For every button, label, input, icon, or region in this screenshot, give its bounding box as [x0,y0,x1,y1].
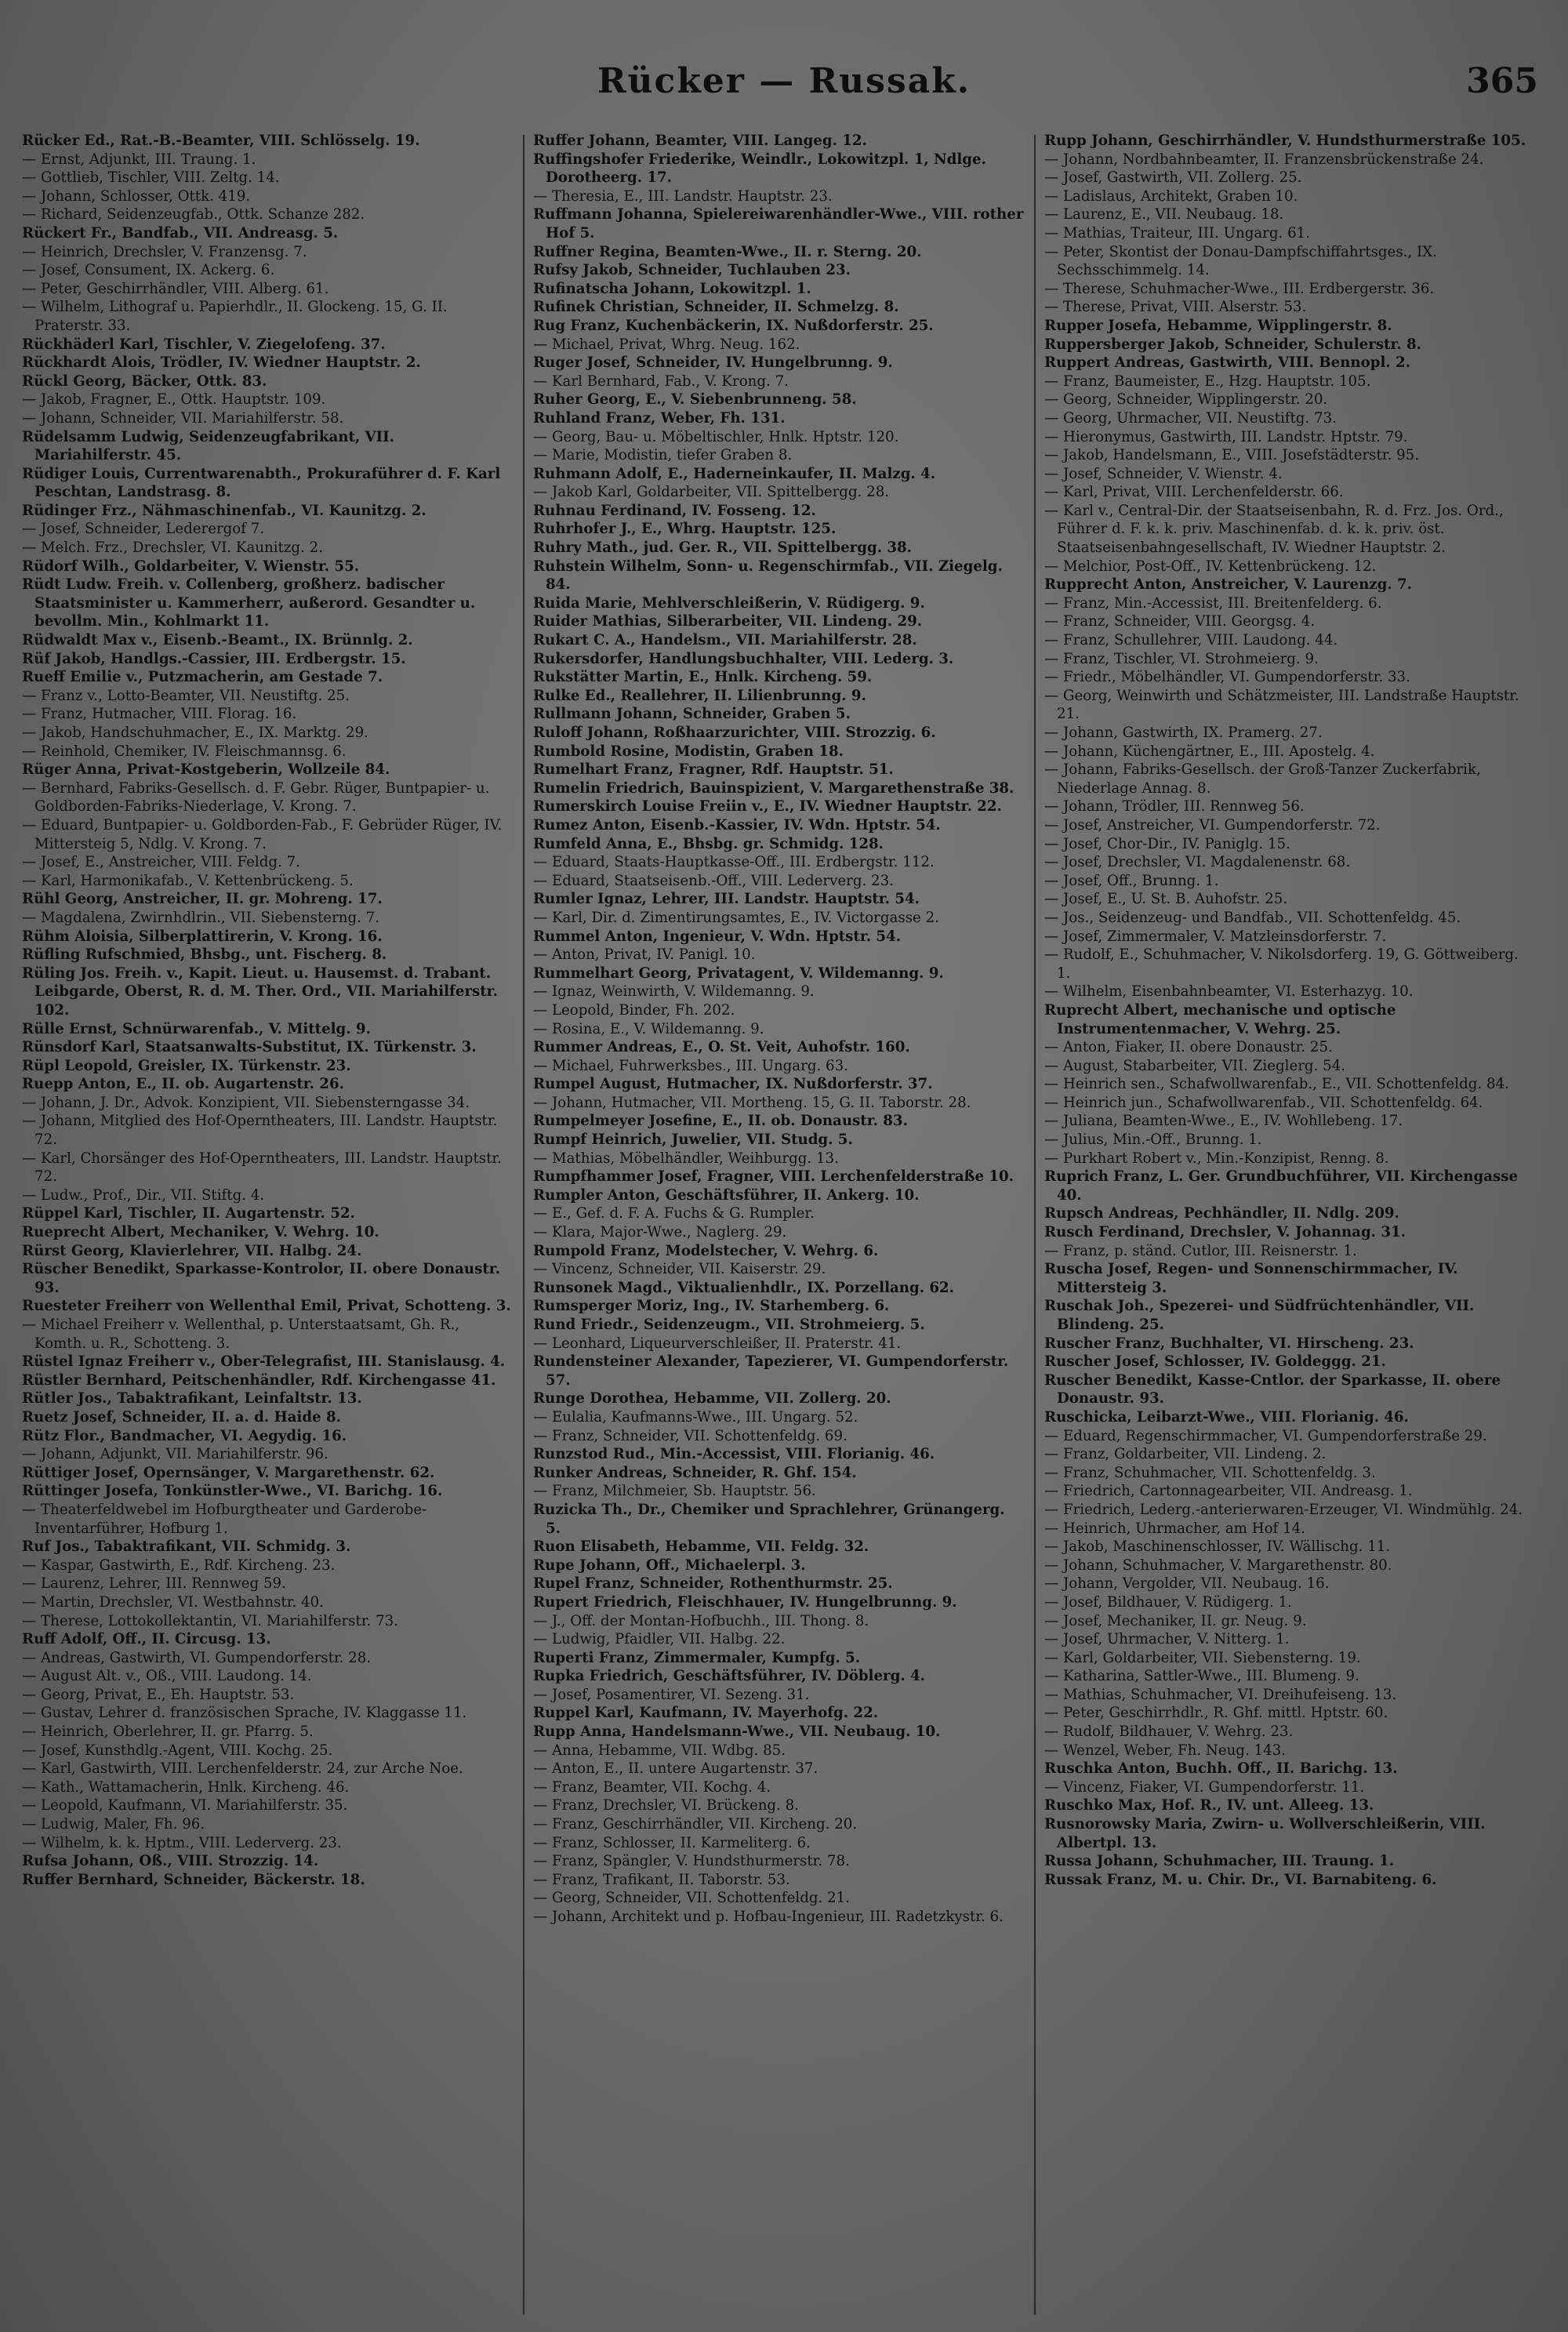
directory-entry: Ruhnau Ferdinand, IV. Fosseng. 12. [533,502,816,519]
directory-entry: Ruschak Joh., Spezerei- und Südfrüchtenhändler, VII. Blindeng. 25. [1044,1298,1475,1333]
directory-entry: — Wenzel, Weber, Fh. Neug. 143. [1044,1742,1287,1759]
directory-entry: — Reinhold, Chemiker, IV. Fleischmannsg. 6. [22,743,347,760]
directory-entry: — Vincenz, Fiaker, VI. Gumpendorferstr. 11. [1044,1778,1365,1796]
directory-entry: Rummelhart Georg, Privatagent, V. Wildemanng. 9. [533,964,944,982]
directory-entry: — Peter, Geschirrhdlr., R. Ghf. mittl. Hptstr. 60. [1044,1705,1388,1722]
directory-entry: Ruider Mathias, Silberarbeiter, VII. Lindeng. 29. [533,613,923,630]
directory-entry: — Michael Freiherr v. Wellenthal, p. Unterstaatsamt, Gh. R., Komth. u. R., Schotteng. 3. [22,1317,460,1352]
directory-entry: Rürst Georg, Klavierlehrer, VII. Halbg. 24. [22,1242,362,1259]
directory-entry: — Franz, Milchmeier, Sb. Hauptstr. 56. [533,1483,816,1500]
directory-entry: Ruscher Josef, Schlosser, IV. Goldeggg. 21. [1044,1353,1386,1371]
directory-entry: Rüdwaldt Max v., Eisenb.-Beamt., IX. Brünnlg. 2. [22,632,413,649]
directory-entry: — Johann, Mitglied des Hof-Operntheaters, III. Landstr. Hauptstr. 72. [22,1113,498,1149]
directory-entry: — Eulalia, Kaufmanns-Wwe., III. Ungarg. 52. [533,1408,858,1426]
directory-entry: — Anton, Privat, IV. Panigl. 10. [533,946,756,964]
directory-entry: Rundensteiner Alexander, Tapezierer, VI. Gumpendorferstr. 57. [533,1353,1009,1389]
directory-entry: — Rosina, E., V. Wildemanng. 9. [533,1020,764,1037]
directory-entry: Ruffer Bernhard, Schneider, Bäckerstr. 18. [22,1871,365,1888]
directory-entry: Runsonek Magd., Viktualienhdlr., IX. Porzellang. 62. [533,1279,955,1296]
directory-entry: — Franz, Hutmacher, VIII. Florag. 16. [22,706,297,723]
column-1 [22,132,513,2319]
directory-entry: Rumpelmeyer Josefine, E., II. ob. Donaustr. 83. [533,1113,908,1130]
directory-entry: — Franz, Trafikant, II. Taborstr. 53. [533,1871,790,1888]
directory-entry: Rupp Anna, Handelsmann-Wwe., VII. Neubaug. 10. [533,1724,941,1741]
directory-entry: Ruscha Josef, Regen- und Sonnenschirmmacher, IV. Mittersteig 3. [1044,1261,1458,1296]
directory-entry: — Klara, Major-Wwe., Naglerg. 29. [533,1224,787,1241]
directory-entry: Rulke Ed., Reallehrer, II. Lilienbrunng. 9. [533,687,866,704]
directory-entry: — Georg, Weinwirth und Schätzmeister, III. Landstraße Hauptstr. 21. [1044,687,1519,723]
directory-entry: — Wilhelm, Eisenbahnbeamter, VI. Esterhazyg. 10. [1044,983,1414,1001]
directory-entry: — Georg, Privat, E., Eh. Hauptstr. 53. [22,1686,295,1703]
directory-entry: Ruperti Franz, Zimmermaler, Kumpfg. 5. [533,1649,861,1666]
directory-entry: — Julius, Min.-Off., Brunng. 1. [1044,1131,1262,1149]
directory-entry: Ruhry Math., jud. Ger. R., VII. Spittelbergg. 38. [533,539,912,557]
directory-entry: — Jakob, Handschuhmacher, E., IX. Marktg. 29. [22,725,368,741]
page-header [0,47,1568,110]
directory-entry: — Johann, Schneider, VII. Mariahilferstr. 58. [22,409,344,427]
directory-entry: Ruff Adolf, Off., II. Circusg. 13. [22,1631,271,1648]
directory-entry: — Georg, Schneider, Wipplingerstr. 20. [1044,391,1328,409]
directory-entry: Rumpold Franz, Modelstecher, V. Wehrg. 6. [533,1242,879,1259]
directory-entry: — Marie, Modistin, tiefer Graben 8. [533,447,793,464]
directory-entry: — Karl, Privat, VIII. Lerchenfelderstr. 66. [1044,484,1344,501]
directory-entry: Ruschicka, Leibarzt-Wwe., VIII. Florianig. 46. [1044,1408,1409,1426]
directory-entry: — Kaspar, Gastwirth, E., Rdf. Kircheng. 23. [22,1556,336,1574]
directory-entry: Ruffer Johann, Beamter, VIII. Langeg. 12. [533,133,867,149]
directory-entry: — Jakob, Maschinenschlosser, IV. Wällischg. 11. [1044,1538,1391,1556]
directory-entry: Rumler Ignaz, Lehrer, III. Landstr. Hauptstr. 54. [533,891,920,908]
directory-entry: — Melchior, Post-Off., IV. Kettenbrückeng. 12. [1044,558,1377,575]
directory-entry: Ruppel Karl, Kaufmann, IV. Mayerhofg. 22. [533,1705,879,1722]
directory-entry: — E., Gef. d. F. A. Fuchs & G. Rumpler. [533,1205,815,1222]
directory-entry: Rummel Anton, Ingenieur, V. Wdn. Hptstr. 54. [533,928,902,945]
directory-entry: — Leonhard, Liqueurverschleißer, II. Praterstr. 41. [533,1335,902,1352]
directory-entry: Ruzicka Th., Dr., Chemiker und Sprachlehrer, Grünangerg. 5. [533,1501,1005,1537]
directory-entry: — Eduard, Staatseisenb.-Off., VIII. Lederverg. 23. [533,872,894,889]
directory-entry: Ruf Jos., Tabaktrafikant, VII. Schmidg. 3. [22,1538,351,1556]
directory-entry: — Josef, Posamentirer, VI. Sezeng. 31. [533,1686,810,1703]
directory-entry: — Johann, Nordbahnbeamter, II. Franzensbrückenstraße 24. [1044,151,1484,168]
directory-entry: — Josef, Bildhauer, V. Rüdigerg. 1. [1044,1593,1292,1611]
directory-entry: — Ludw., Prof., Dir., VII. Stiftg. 4. [22,1186,265,1204]
directory-entry: Ruon Elisabeth, Hebamme, VII. Feldg. 32. [533,1538,869,1556]
directory-entry: — Johann, Schuhmacher, V. Margarethenstr. 80. [1044,1556,1392,1574]
directory-entry: — Josef, Schneider, V. Wienstr. 4. [1044,465,1283,482]
directory-entry: Ruhland Franz, Weber, Fh. 131. [533,409,786,427]
directory-entry: — Franz, Geschirrhändler, VII. Kircheng. 20. [533,1816,858,1833]
directory-entry: — Rudolf, E., Schuhmacher, V. Nikolsdorferg. 19, G. Göttweiberg. 1. [1044,946,1519,982]
directory-entry: Rühl Georg, Anstreicher, II. gr. Mohreng. 17. [22,891,383,908]
directory-entry: Rueff Emilie v., Putzmacherin, am Gestade 7. [22,669,383,686]
directory-entry: — Jakob Karl, Goldarbeiter, VII. Spittelbergg. 28. [533,484,890,501]
directory-entry: Ruffmann Johanna, Spielereiwarenhändler-Wwe., VIII. rother Hof 5. [533,206,1024,242]
directory-entry: — Eduard, Staats-Hauptkasse-Off., III. Erdbergstr. 112. [533,854,935,871]
directory-entry: — Jakob, Fragner, E., Ottk. Hauptstr. 109. [22,391,326,409]
directory-entry: Ruhmann Adolf, E., Haderneinkaufer, II. Malzg. 4. [533,465,936,482]
directory-entry: — Martin, Drechsler, VI. Westbahnstr. 40. [22,1593,324,1611]
directory-entry: — Theresia, E., III. Landstr. Hauptstr. 23. [533,187,833,205]
directory-entry: Rüfling Rufschmied, Bhsbg., unt. Fischerg. 8. [22,946,387,964]
directory-entry: Rückhardt Alois, Trödler, IV. Wiedner Hauptstr. 2. [22,354,421,372]
directory-entry: Rufinatscha Johann, Lokowitzpl. 1. [533,280,811,297]
directory-entry: Russak Franz, M. u. Chir. Dr., VI. Barnabiteng. 6. [1044,1871,1437,1888]
directory-entry: — Peter, Geschirrhändler, VIII. Alberg. 61. [22,280,329,297]
column-3 [1044,132,1535,2319]
directory-entry: — Franz, Drechsler, VI. Brückeng. 8. [533,1797,799,1814]
directory-entry: — Anton, Fiaker, II. obere Donaustr. 25. [1044,1039,1333,1056]
directory-entry: Ruprich Franz, L. Ger. Grundbuchführer, VII. Kirchengasse 40. [1044,1168,1519,1204]
directory-entry: — Johann, J. Dr., Advok. Konzipient, VII. Siebensterngasse 34. [22,1094,470,1111]
directory-entry: Rukart C. A., Handelsm., VII. Mariahilferstr. 28. [533,632,917,649]
page-title: Rücker — Russak. [597,61,971,101]
directory-entry: — Georg, Bau- u. Möbeltischler, Hnlk. Hptstr. 120. [533,428,899,445]
directory-entry: — Karl v., Central-Dir. der Staatseisenbahn, R. d. Frz. Jos. Ord., Führer d. F. k. k. priv. Maschinenfab. d. k. k. priv. öst. Staatseisenbahngesellschaft, IV. Wiedner Hauptstr. 2. [1044,502,1504,557]
directory-entry: — Johann, Gastwirth, IX. Pramerg. 27. [1044,725,1323,741]
directory-entry: — Franz, Spängler, V. Hundsthurmerstr. 78. [533,1853,850,1870]
directory-entry: Rufsy Jakob, Schneider, Tuchlauben 23. [533,262,851,279]
directory-entry: Rückert Fr., Bandfab., VII. Andreasg. 5. [22,224,339,242]
directory-entry: Runker Andreas, Schneider, R. Ghf. 154. [533,1464,857,1481]
directory-entry: Ruppert Andreas, Gastwirth, VIII. Bennopl. 2. [1044,354,1411,372]
directory-entry: Rupert Friedrich, Fleischhauer, IV. Hungelbrunng. 9. [533,1593,957,1611]
directory-entry: — Franz, Min.-Accessist, III. Breitenfelderg. 6. [1044,594,1382,612]
directory-entry: — Therese, Schuhmacher-Wwe., III. Erdbergerstr. 36. [1044,280,1435,297]
directory-entry: — Jos., Seidenzeug- und Bandfab., VII. Schottenfeldg. 45. [1044,909,1461,926]
directory-entry: — Heinrich sen., Schafwollwarenfab., E., VII. Schottenfeldg. 84. [1044,1076,1509,1093]
directory-entry: Rupka Friedrich, Geschäftsführer, IV. Döblerg. 4. [533,1668,925,1685]
directory-entry: Runzstod Rud., Min.-Accessist, VIII. Florianig. 46. [533,1446,935,1463]
directory-entry: — Franz, Beamter, VII. Kochg. 4. [533,1778,771,1796]
directory-entry: Ruesteter Freiherr von Wellenthal Emil, Privat, Schotteng. 3. [22,1298,511,1315]
directory-entry: — Friedrich, Cartonnagearbeiter, VII. Andreasg. 1. [1044,1483,1413,1500]
directory-entry: Rupper Josefa, Hebamme, Wipplingerstr. 8. [1044,317,1392,334]
directory-entry: Rukersdorfer, Handlungsbuchhalter, VIII. Lederg. 3. [533,650,954,667]
directory-entry: — Franz, Baumeister, E., Hzg. Hauptstr. 105. [1044,372,1371,390]
directory-entry: — Karl Bernhard, Fab., V. Krong. 7. [533,372,789,390]
directory-entry: Rücker Ed., Rat.-B.-Beamter, VIII. Schlösselg. 19. [22,133,420,149]
directory-entry: — Ladislaus, Architekt, Graben 10. [1044,187,1298,205]
directory-entry: — Josef, Gastwirth, VII. Zollerg. 25. [1044,169,1302,187]
directory-entry: Rumpler Anton, Geschäftsführer, II. Ankerg. 10. [533,1186,920,1204]
directory-entry: — Johann, Fabriks-Gesellsch. der Groß-Tanzer Zuckerfabrik, Niederlage Annag. 8. [1044,761,1481,797]
directory-entry: — Kath., Wattamacherin, Hnlk. Kircheng. 46. [22,1778,350,1796]
directory-entry: Rünsdorf Karl, Staatsanwalts-Substitut, IX. Türkenstr. 3. [22,1039,477,1056]
directory-entry: — Johann, Vergolder, VII. Neubaug. 16. [1044,1575,1330,1593]
directory-entry: Ruschko Max, Hof. R., IV. unt. Alleeg. 13. [1044,1797,1374,1814]
directory-entry: Rummer Andreas, E., O. St. Veit, Auhofstr. 160. [533,1039,910,1056]
directory-columns [22,132,1552,2319]
directory-entry: Rukstätter Martin, E., Hnlk. Kircheng. 59. [533,669,873,686]
directory-entry: — Friedr., Möbelhändler, VI. Gumpendorferstr. 33. [1044,669,1410,686]
directory-entry: — Mathias, Traiteur, III. Ungarg. 61. [1044,224,1311,242]
directory-entry: Ruetz Josef, Schneider, II. a. d. Haide 8. [22,1408,341,1426]
directory-entry: — Johann, Adjunkt, VII. Mariahilferstr. 96. [22,1446,328,1463]
directory-entry: — Franz, p. ständ. Cutlor, III. Reisnerstr. 1. [1044,1242,1357,1259]
directory-entry: — Peter, Skontist der Donau-Dampfschiffahrtsges., IX. Sechsschimmelg. 14. [1044,243,1437,279]
directory-entry: — Heinrich, Uhrmacher, am Hof 14. [1044,1520,1305,1537]
directory-entry: Ruger Josef, Schneider, IV. Hungelbrunng. 9. [533,354,893,372]
directory-entry: — Anna, Hebamme, VII. Wdbg. 85. [533,1742,786,1759]
directory-entry: — Josef, Schneider, Lederergof 7. [22,521,265,538]
directory-entry: — Wilhelm, k. k. Hptm., VIII. Lederverg. 23. [22,1834,342,1851]
directory-entry: — Jakob, Handelsmann, E., VIII. Josefstädterstr. 95. [1044,447,1419,464]
directory-entry: — Johann, Hutmacher, VII. Mortheng. 15, G. II. Taborstr. 28. [533,1094,971,1111]
directory-entry: — August, Stabarbeiter, VII. Zieglerg. 54. [1044,1057,1346,1074]
directory-entry: — Franz, Schuhmacher, VII. Schottenfeldg. 3. [1044,1464,1376,1481]
directory-entry: Rüling Jos. Freih. v., Kapit. Lieut. u. Hausemst. d. Trabant. Leibgarde, Oberst, R. d. M. Ther. Ord., VII. Mariahilferstr. 102. [22,964,498,1019]
directory-entry: — Josef, Consument, IX. Ackerg. 6. [22,262,275,279]
directory-entry: Rusnorowsky Maria, Zwirn- u. Wollverschleißerin, VIII. Albertpl. 13. [1044,1816,1486,1851]
directory-entry: Rüpl Leopold, Greisler, IX. Türkenstr. 23. [22,1057,351,1074]
directory-entry: Rüdiger Louis, Currentwarenabth., Prokuraführer d. F. Karl Peschtan, Landstrasg. 8. [22,465,501,501]
directory-entry: — Franz, Schneider, VII. Schottenfeldg. 69. [533,1427,848,1444]
directory-entry: — Heinrich, Oberlehrer, II. gr. Pfarrg. 5. [22,1724,314,1741]
directory-entry: — Josef, Uhrmacher, V. Nitterg. 1. [1044,1631,1290,1648]
directory-entry: Rüdt Ludw. Freih. v. Collenberg, großherz. badischer Staatsminister u. Kammerherr, außerord. Gesandter u. bevollm. Min., Kohlmarkt 11. [22,576,476,630]
directory-entry: — Johann, Küchengärtner, E., III. Apostelg. 4. [1044,743,1375,760]
directory-entry: — Josef, Kunsthdlg.-Agent, VIII. Kochg. 25. [22,1742,333,1759]
directory-entry: — Friedrich, Lederg.-anterierwaren-Erzeuger, VI. Windmühlg. 24. [1044,1501,1523,1518]
directory-entry: Rüstel Ignaz Freiherr v., Ober-Telegrafist, III. Stanislausg. 4. [22,1353,506,1371]
directory-entry: Rueprecht Albert, Mechaniker, V. Wehrg. 10. [22,1224,379,1241]
directory-entry: — Therese, Privat, VIII. Alserstr. 53. [1044,299,1307,316]
directory-entry: — Ignaz, Weinwirth, V. Wildemanng. 9. [533,983,815,1001]
directory-entry: Rückhäderl Karl, Tischler, V. Ziegelofeng. 37. [22,336,386,353]
directory-entry: Rupe Johann, Off., Michaelerpl. 3. [533,1556,806,1574]
directory-entry: — Franz, Goldarbeiter, VII. Lindeng. 2. [1044,1446,1327,1463]
directory-entry: Rumpf Heinrich, Juwelier, VII. Studg. 5. [533,1131,853,1149]
directory-entry: Rüdorf Wilh., Goldarbeiter, V. Wienstr. 55. [22,558,360,575]
directory-entry: — Ludwig, Maler, Fh. 96. [22,1816,205,1833]
directory-entry: — Franz, Tischler, VI. Strohmeierg. 9. [1044,650,1319,667]
directory-entry: Rug Franz, Kuchenbäckerin, IX. Nußdorferstr. 25. [533,317,934,334]
directory-entry: — Josef, Anstreicher, VI. Gumpendorferstr. 72. [1044,816,1381,834]
directory-entry: Rüdelsamm Ludwig, Seidenzeugfabrikant, VII. Mariahilferstr. 45. [22,428,394,464]
directory-entry: Rülle Ernst, Schnürwarenfab., V. Mittelg. 9. [22,1020,371,1037]
directory-entry: Ruscher Benedikt, Kasse-Cntlor. der Sparkasse, II. obere Donaustr. 93. [1044,1371,1501,1408]
directory-entry: Ruffner Regina, Beamten-Wwe., II. r. Sterng. 20. [533,243,922,260]
directory-entry: — Michael, Fuhrwerksbes., III. Ungarg. 63. [533,1057,848,1074]
directory-entry: Rumpel August, Hutmacher, IX. Nußdorferstr. 37. [533,1076,933,1093]
directory-entry: Rumbold Rosine, Modistin, Graben 18. [533,743,844,760]
directory-entry: Ruffingshofer Friederike, Weindlr., Lokowitzpl. 1, Ndlge. Dorotheerg. 17. [533,151,986,187]
directory-entry: — Mathias, Möbelhändler, Weihburgg. 13. [533,1150,839,1167]
directory-entry: — Leopold, Binder, Fh. 202. [533,1001,735,1019]
directory-entry: Rumsperger Moriz, Ing., IV. Starhemberg. 6. [533,1298,890,1315]
directory-entry: — Leopold, Kaufmann, VI. Mariahilferstr. 35. [22,1797,348,1814]
directory-entry: — Karl, Harmonikafab., V. Kettenbrückeng. 5. [22,872,354,889]
directory-entry: Rumez Anton, Eisenb.-Kassier, IV. Wdn. Hptstr. 54. [533,816,941,834]
directory-entry: — Heinrich jun., Schafwollwarenfab., VII. Schottenfeldg. 64. [1044,1094,1483,1111]
directory-entry: — Laurenz, E., VII. Neubaug. 18. [1044,206,1284,223]
directory-entry: — Franz, Schullehrer, VIII. Laudong. 44. [1044,632,1338,649]
directory-entry: — Josef, Off., Brunng. 1. [1044,872,1219,889]
directory-entry: — Juliana, Beamten-Wwe., E., IV. Wohllebeng. 17. [1044,1113,1403,1130]
directory-entry: — Franz, Schneider, VIII. Georgsg. 4. [1044,613,1316,630]
directory-entry: — Rudolf, Bildhauer, V. Wehrg. 23. [1044,1724,1294,1741]
directory-entry: Rumelhart Franz, Fragner, Rdf. Hauptstr. 51. [533,761,894,779]
directory-entry: Ruida Marie, Mehlverschleißerin, V. Rüdigerg. 9. [533,594,925,612]
directory-entry: Rullmann Johann, Schneider, Graben 5. [533,706,851,723]
directory-entry: — Georg, Schneider, VII. Schottenfeldg. 21. [533,1890,850,1907]
directory-entry: Rüppel Karl, Tischler, II. Augartenstr. 52. [22,1205,355,1222]
directory-entry: — Franz, Schlosser, II. Karmeliterg. 6. [533,1834,811,1851]
directory-entry: — Franz v., Lotto-Beamter, VII. Neustiftg. 25. [22,687,350,704]
directory-entry: — Richard, Seidenzeugfab., Ottk. Schanze 282. [22,206,365,223]
directory-entry: Ruppersberger Jakob, Schneider, Schulerstr. 8. [1044,336,1422,353]
directory-entry: Rumerskirch Louise Freiin v., E., IV. Wiedner Hauptstr. 22. [533,798,1002,815]
directory-entry: — Josef, Drechsler, VI. Magdalenenstr. 68. [1044,854,1351,871]
directory-entry: — J., Off. der Montan-Hofbuchh., III. Thong. 8. [533,1612,869,1629]
directory-entry: — Eduard, Buntpapier- u. Goldborden-Fab., F. Gebrüder Rüger, IV. Mittersteig 5, Ndlg. V. Krong. 7. [22,816,503,852]
directory-entry: Rütler Jos., Tabaktrafikant, Leinfaltstr. 13. [22,1390,362,1408]
directory-entry: — Theaterfeldwebel im Hofburgtheater und Garderobe-Inventarführer, Hofburg 1. [22,1501,427,1537]
directory-entry: — Josef, E., Anstreicher, VIII. Feldg. 7. [22,854,300,871]
directory-entry: Rupsch Andreas, Pechhändler, II. Ndlg. 209. [1044,1205,1399,1222]
directory-entry: — Gottlieb, Tischler, VIII. Zeltg. 14. [22,169,280,187]
column-2 [533,132,1024,2319]
directory-entry: — Magdalena, Zwirnhdlrin., VII. Siebensterng. 7. [22,909,380,926]
directory-entry: Rund Friedr., Seidenzeugm., VII. Strohmeierg. 5. [533,1317,925,1333]
directory-entry: — Anton, E., II. untere Augartenstr. 37. [533,1760,818,1778]
directory-entry: Rüscher Benedikt, Sparkasse-Kontrolor, II. obere Donaustr. 93. [22,1261,501,1296]
directory-entry: — Ludwig, Pfaidler, VII. Halbg. 22. [533,1631,786,1648]
directory-entry: Rückl Georg, Bäcker, Ottk. 83. [22,372,267,390]
directory-entry: — Michael, Privat, Whrg. Neug. 162. [533,336,800,353]
directory-entry: — Karl, Gastwirth, VIII. Lerchenfelderstr. 24, zur Arche Noe. [22,1760,463,1778]
directory-entry: — Georg, Uhrmacher, VII. Neustiftg. 73. [1044,409,1337,427]
directory-entry: Rupprecht Anton, Anstreicher, V. Laurenzg. 7. [1044,576,1412,594]
directory-entry: — Therese, Lottokollektantin, VI. Mariahilferstr. 73. [22,1612,399,1629]
directory-entry: Ruschka Anton, Buchh. Off., II. Barichg. 13. [1044,1760,1398,1778]
directory-entry: Rupp Johann, Geschirrhändler, V. Hundsthurmerstraße 105. [1044,133,1526,149]
directory-entry: Rüttinger Josefa, Tonkünstler-Wwe., VI. Barichg. 16. [22,1483,443,1500]
directory-entry: — Karl, Goldarbeiter, VII. Siebensterng. 19. [1044,1649,1361,1666]
directory-entry: Ruhrhofer J., E., Whrg. Hauptstr. 125. [533,521,837,538]
directory-entry: Rufinek Christian, Schneider, II. Schmelzg. 8. [533,299,899,316]
directory-entry: — Wilhelm, Lithograf u. Papierhdlr., II. Glockeng. 15, G. II. Praterstr. 33. [22,299,448,334]
directory-entry: Rumpfhammer Josef, Fragner, VIII. Lerchenfelderstraße 10. [533,1168,1014,1186]
directory-entry: — Karl, Dir. d. Zimentirungsamtes, E., IV. Victorgasse 2. [533,909,939,926]
directory-entry: — Heinrich, Drechsler, V. Franzensg. 7. [22,243,307,260]
directory-entry: — Eduard, Regenschirmmacher, VI. Gumpendorferstraße 29. [1044,1427,1487,1444]
directory-entry: — Bernhard, Fabriks-Gesellsch. d. F. Gebr. Rüger, Buntpapier- u. Goldborden-Fabriks-Niederlage, V. Krong. 7. [22,779,490,815]
directory-entry: Rütz Flor., Bandmacher, VI. Aegydig. 16. [22,1427,347,1444]
directory-entry: — Vincenz, Schneider, VII. Kaiserstr. 29. [533,1261,826,1278]
directory-entry: — Johann, Trödler, III. Rennweg 56. [1044,798,1305,815]
directory-entry: Ruhstein Wilhelm, Sonn- u. Regenschirmfab., VII. Ziegelg. 84. [533,558,1003,594]
directory-entry: Rüttiger Josef, Opernsänger, V. Margarethenstr. 62. [22,1464,435,1481]
directory-entry: Rüf Jakob, Handlgs.-Cassier, III. Erdbergstr. 15. [22,650,406,667]
directory-entry: Rusch Ferdinand, Drechsler, V. Johannag. 31. [1044,1224,1406,1241]
directory-entry: — Melch. Frz., Drechsler, VI. Kaunitzg. 2. [22,539,323,557]
directory-entry: Rüdinger Frz., Nähmaschinenfab., VI. Kaunitzg. 2. [22,502,426,519]
directory-entry: — Laurenz, Lehrer, III. Rennweg 59. [22,1575,286,1593]
directory-entry: — Josef, Zimmermaler, V. Matzleinsdorferstr. 7. [1044,928,1387,945]
directory-entry: Rüstler Bernhard, Peitschenhändler, Rdf. Kirchengasse 41. [22,1371,496,1389]
directory-entry: Rumfeld Anna, E., Bhsbg. gr. Schmidg. 128. [533,835,884,852]
directory-entry: Rühm Aloisia, Silberplattirerin, V. Krong. 16. [22,928,383,945]
directory-entry: Ruprecht Albert, mechanische und optische Instrumentenmacher, V. Wehrg. 25. [1044,1001,1396,1037]
directory-entry: Rüger Anna, Privat-Kostgeberin, Wollzeile 84. [22,761,390,779]
directory-entry: — Purkhart Robert v., Min.-Konzipist, Renng. 8. [1044,1150,1389,1167]
directory-entry: — Johann, Architekt und p. Hofbau-Ingenieur, III. Radetzkystr. 6. [533,1909,1004,1925]
directory-entry: — Mathias, Schuhmacher, VI. Dreihufeiseng. 13. [1044,1686,1397,1703]
directory-entry: Ruher Georg, E., V. Siebenbrunneng. 58. [533,391,857,409]
directory-entry: — Andreas, Gastwirth, VI. Gumpendorferstr. 28. [22,1649,372,1666]
directory-entry: Russa Johann, Schuhmacher, III. Traung. 1. [1044,1853,1395,1870]
directory-entry: — Katharina, Sattler-Wwe., III. Blumeng. 9. [1044,1668,1359,1685]
directory-entry: Ruepp Anton, E., II. ob. Augartenstr. 26. [22,1076,344,1093]
directory-entry: Rupel Franz, Schneider, Rothenthurmstr. 25. [533,1575,893,1593]
directory-entry: — August Alt. v., Oß., VIII. Laudong. 14. [22,1668,312,1685]
directory-entry: — Josef, E., U. St. B. Auhofstr. 25. [1044,891,1288,908]
directory-entry: Rufsa Johann, Oß., VIII. Strozzig. 14. [22,1853,319,1870]
directory-entry: — Josef, Mechaniker, II. gr. Neug. 9. [1044,1612,1307,1629]
directory-entry: — Ernst, Adjunkt, III. Traung. 1. [22,151,256,168]
directory-entry: — Karl, Chorsänger des Hof-Operntheaters, III. Landstr. Hauptstr. 72. [22,1150,502,1186]
directory-entry: Rumelin Friedrich, Bauinspizient, V. Margarethenstraße 38. [533,779,1014,797]
directory-entry: — Hieronymus, Gastwirth, III. Landstr. Hptstr. 79. [1044,428,1408,445]
directory-entry: — Josef, Chor-Dir., IV. Paniglg. 15. [1044,835,1290,852]
directory-entry: Runge Dorothea, Hebamme, VII. Zollerg. 20. [533,1390,891,1408]
directory-entry: — Johann, Schlosser, Ottk. 419. [22,187,251,205]
page-number: 365 [1466,61,1538,101]
directory-entry: — Gustav, Lehrer d. französischen Sprache, IV. Klaggasse 11. [22,1705,467,1722]
directory-entry: Ruscher Franz, Buchhalter, VI. Hirscheng. 23. [1044,1335,1414,1352]
directory-entry: Ruloff Johann, Roßhaarzurichter, VIII. Strozzig. 6. [533,725,936,741]
